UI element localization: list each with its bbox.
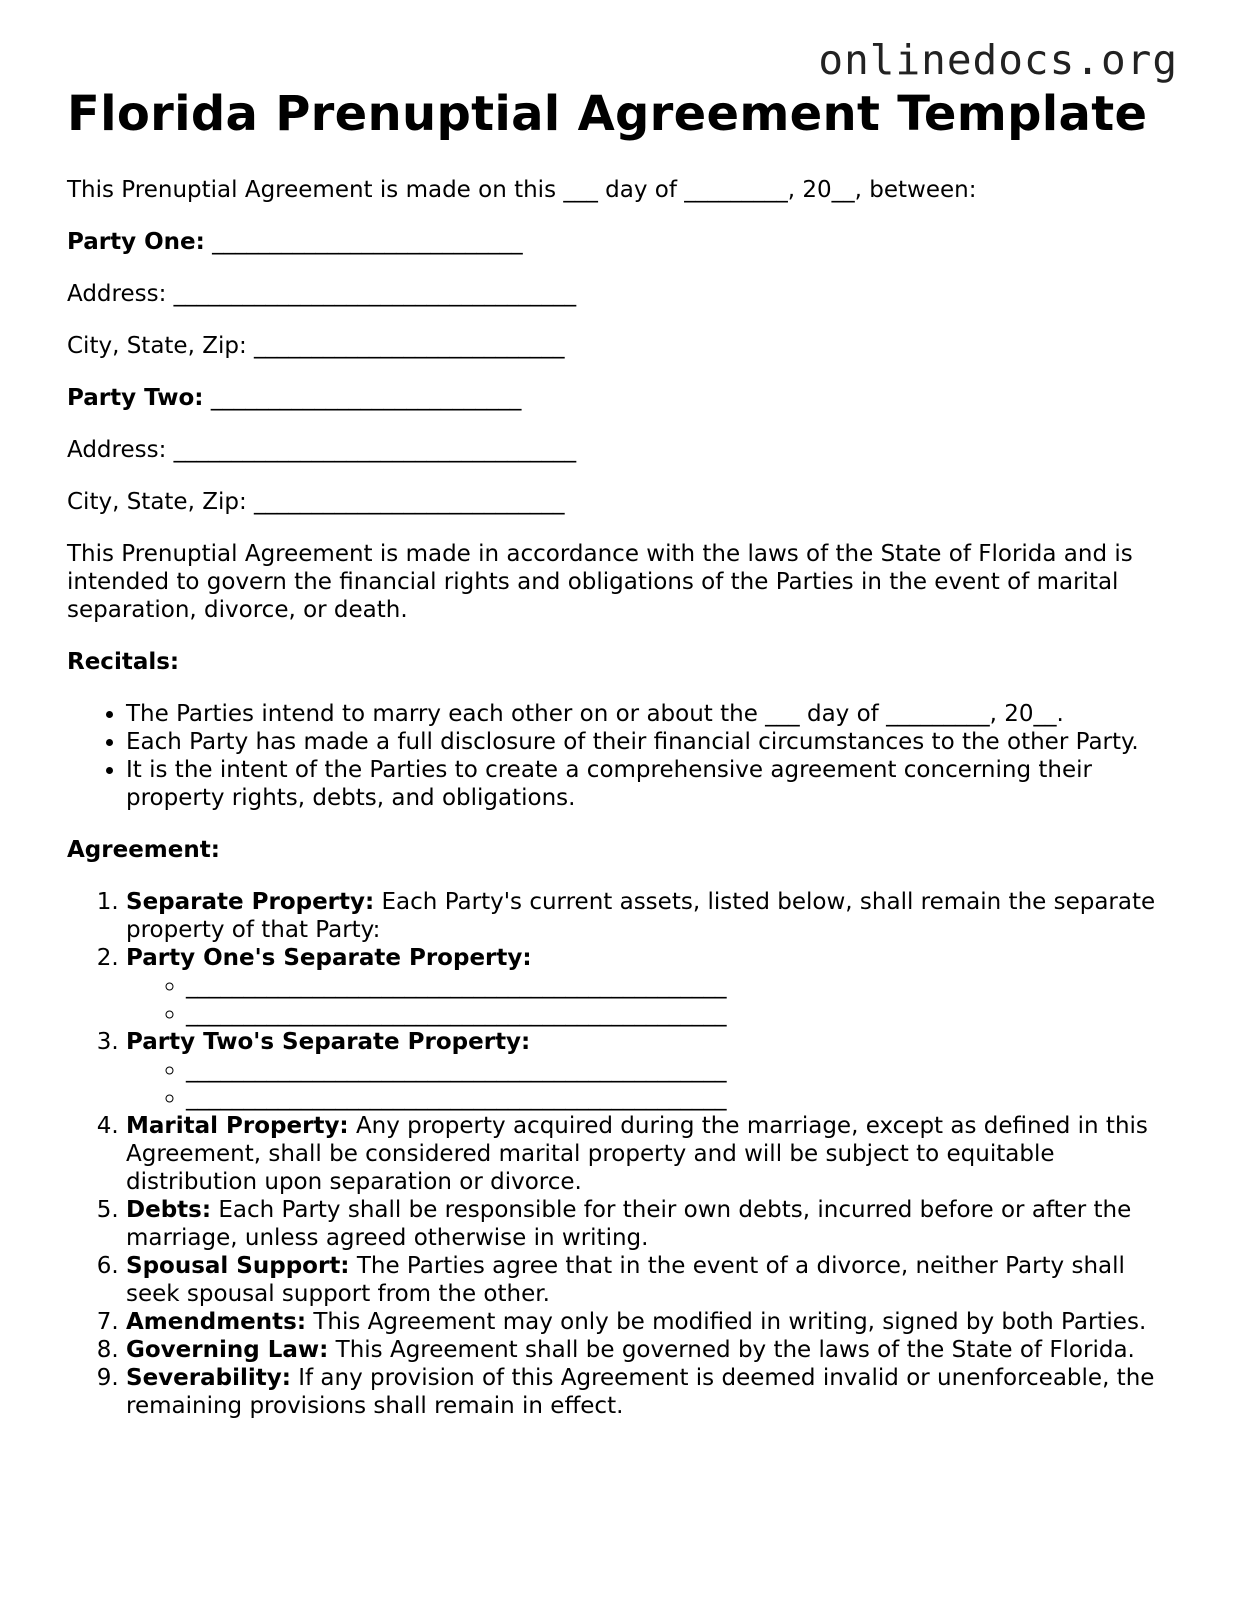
party-two-field [67,384,1177,412]
party-one-address-field: Address: ___________________________________ [67,281,577,307]
party-one-city-field: City, State, Zip: ___________________________ [67,333,565,359]
agreement-item-party-two-property [126,1028,1177,1112]
party-one-label: Party One: [67,229,205,255]
party-one-property-blanks [126,972,1177,1028]
party-two-city-field: City, State, Zip: ___________________________ [67,489,565,515]
list-item: • The Parties intend to marry each other on or about the ___ day of _________, 20__. [126,700,1177,728]
agreement-item-party-one-property [126,944,1177,1028]
item-text: Each Party's current assets, listed below, shall remain the separate property of that Party: [126,889,1156,943]
item-term: Party Two's Separate Property: [126,1029,531,1055]
watermark-logo: onlinedocs.org [818,36,1178,84]
agreement-item-amendments [126,1308,1177,1336]
item-text: The Parties agree that in the event of a divorce, neither Party shall seek spousal support from the other. [126,1253,1125,1307]
agreement-item-severability [126,1364,1177,1420]
party-two-label: Party Two: [67,385,204,411]
item-text: This Agreement shall be governed by the laws of the State of Florida. [328,1337,1135,1363]
item-term: Party One's Separate Property: [126,945,532,971]
item-term: Debts: [126,1197,212,1223]
blank-line: ◦ _______________________________________________ [186,1084,1177,1112]
agreement-heading: Agreement: [67,837,220,863]
item-text: Each Party shall be responsible for their own debts, incurred before or after the marriage, unless agreed otherwise in writing. [126,1197,1132,1251]
agreement-list [67,888,1177,1420]
agreement-item-spousal-support [126,1252,1177,1308]
item-text: This Agreement may only be modified in writing, signed by both Parties. [306,1309,1147,1335]
party-one-field [67,228,1177,256]
party-one-name-blank: ___________________________ [204,229,523,255]
governing-law-paragraph: This Prenuptial Agreement is made in accordance with the laws of the State of Florida and is intended to govern the financial rights and obligations of the Parties in the event of marital separation, divorce, or death. [67,541,1133,623]
document-title: Florida Prenuptial Agreement Template [67,86,1148,142]
item-term: Severability: [126,1365,291,1391]
item-term: Amendments: [126,1309,307,1335]
blank-line: ◦ _______________________________________________ [186,1056,1177,1084]
agreement-item-separate-property [126,888,1177,944]
item-term: Governing Law: [126,1337,329,1363]
party-two-property-blanks [126,1056,1177,1112]
agreement-item-marital-property [126,1112,1177,1196]
document-page [67,86,1177,1420]
party-two-address-field: Address: ___________________________________ [67,437,577,463]
recitals-list [67,700,1177,812]
recitals-heading: Recitals: [67,649,180,675]
agreement-item-governing-law [126,1336,1177,1364]
item-term: Spousal Support: [126,1253,350,1279]
agreement-item-debts [126,1196,1177,1252]
item-term: Marital Property: [126,1113,349,1139]
item-text: If any provision of this Agreement is deemed invalid or unenforceable, the remaining provisions shall remain in effect. [126,1365,1155,1419]
list-item: • Each Party has made a full disclosure of their financial circumstances to the other Party. [126,728,1177,756]
item-text: Any property acquired during the marriage, except as defined in this Agreement, shall be considered marital property and will be subject to equitable distribution upon separation or divorce. [126,1113,1148,1195]
list-item: • It is the intent of the Parties to create a comprehensive agreement concerning their property rights, debts, and obligations. [126,756,1177,812]
item-term: Separate Property: [126,889,375,915]
blank-line: ◦ _______________________________________________ [186,972,1177,1000]
intro-line: This Prenuptial Agreement is made on this ___ day of _________, 20__, between: [67,177,977,203]
blank-line: ◦ _______________________________________________ [186,1000,1177,1028]
party-two-name-blank: ___________________________ [203,385,522,411]
